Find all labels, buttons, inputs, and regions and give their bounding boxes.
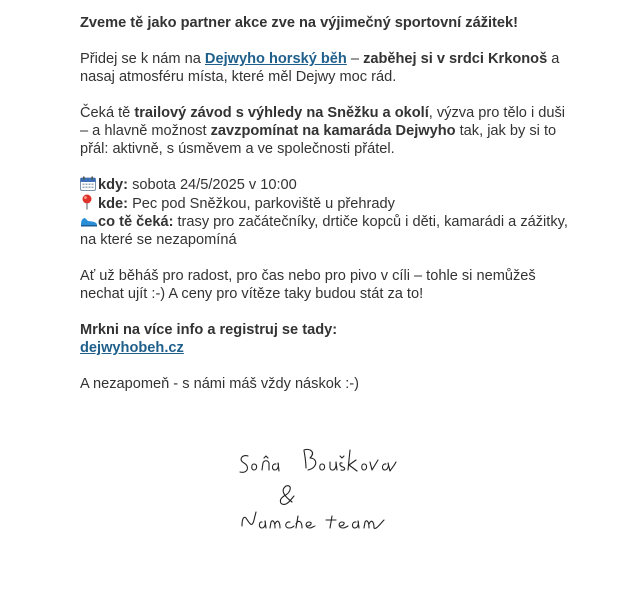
race-link[interactable]: Dejwyho horský běh: [204, 51, 347, 67]
where-value: Pec pod Sněžkou, parkoviště u přehrady: [128, 196, 395, 212]
what-label: co tě čeká:: [98, 214, 174, 230]
shoe-icon: [80, 213, 98, 231]
calendar-icon: [80, 176, 98, 194]
detail-where: [80, 194, 570, 213]
invite-text-1: Přidej se k nám na: [80, 51, 205, 67]
fun-text: Ať už běháš pro radost, pro čas nebo pro pivo v cíli – tohle si nemůžeš nechat ujít :-) A ceny pro vítěze taky budou stát za to!: [80, 268, 536, 302]
invite-bold: zaběhej si v srdci Krkonoš: [363, 51, 548, 67]
when-label: kdy:: [98, 177, 129, 193]
pin-icon: [80, 194, 98, 213]
paragraph-register: [80, 321, 570, 357]
intro-heading: [80, 14, 570, 32]
email-body: [80, 14, 570, 411]
website-link[interactable]: dejwyhobeh.cz: [80, 340, 184, 356]
what-value: trasy pro začátečníky, drtiče kopců i děti, kamarádi a zážitky, na které se nezapomíná: [80, 214, 568, 248]
detail-what: [80, 213, 570, 249]
closing-line: [80, 375, 570, 393]
closing-text: A nezapomeň - s námi máš vždy náskok :-): [80, 376, 360, 392]
paragraph-race: [80, 104, 570, 158]
event-details: [80, 176, 570, 249]
race-text-1: Čeká tě: [80, 105, 135, 121]
handwritten-signature: [236, 446, 398, 540]
invite-text-2: –: [346, 51, 364, 67]
where-label: kde:: [98, 196, 129, 212]
detail-when: [80, 176, 570, 194]
paragraph-invite: [80, 50, 570, 86]
paragraph-fun: [80, 267, 570, 303]
intro-heading-text: Zveme tě jako partner akce zve na výjimečný sportovní zážitek!: [80, 15, 518, 31]
race-bold-1: trailový závod s výhledy na Sněžku a okolí: [134, 105, 429, 121]
invite-text-3: a nasaj atmosféru místa, které měl Dejwy moc rád.: [80, 51, 560, 85]
race-text-3: tak, jak by si to přál: aktivně, s úsměvem a ve společnosti přátel.: [80, 123, 557, 157]
race-text-2: , výzva pro tělo i duši – a hlavně možnost: [80, 105, 566, 139]
race-bold-2: zavzpomínat na kamaráda Dejwyho: [210, 123, 456, 139]
when-value: sobota 24/5/2025 v 10:00: [128, 177, 297, 193]
register-label: Mrkni na více info a registruj se tady:: [80, 322, 338, 338]
